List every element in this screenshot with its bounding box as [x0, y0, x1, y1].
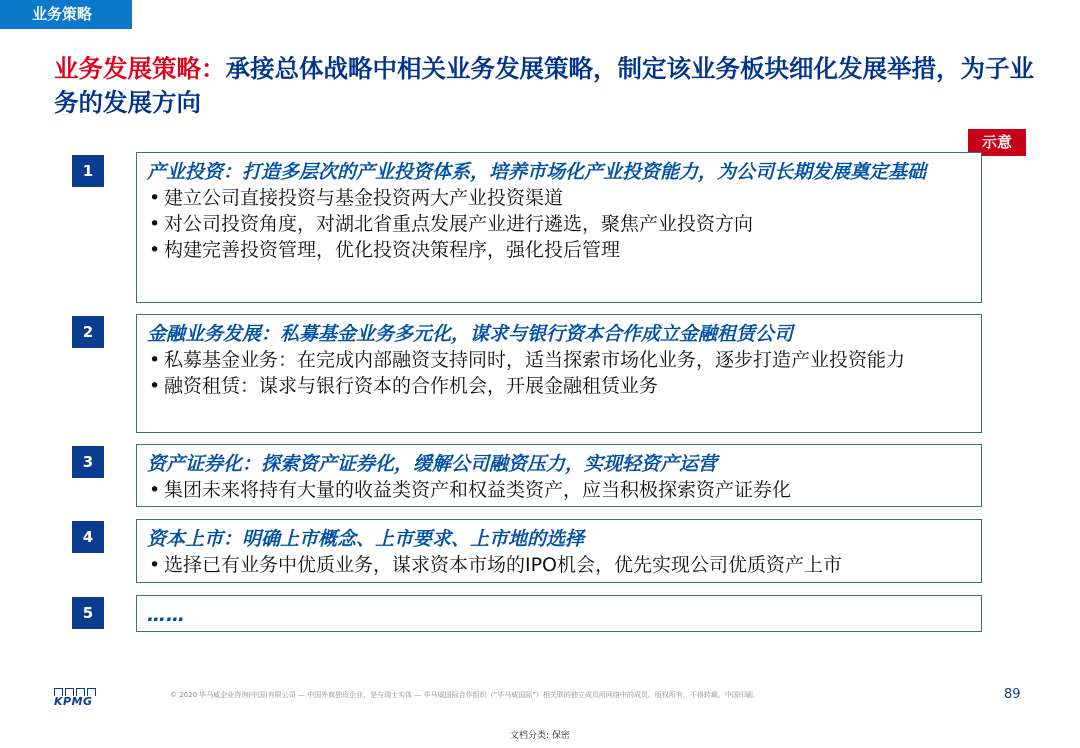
strategy-card-2 — [136, 314, 982, 433]
strategy-card-4 — [136, 519, 982, 583]
strategy-card-5 — [136, 595, 982, 632]
card-heading: 产业投资：打造多层次的产业投资体系，培养市场化产业投资能力，为公司长期发展奠定基础 — [147, 161, 927, 183]
bullet-list — [147, 477, 969, 503]
bullet-item: • 构建完善投资管理，优化投资决策程序，强化投后管理 — [147, 237, 969, 263]
item-number-4: 4 — [72, 521, 104, 553]
card-heading: …… — [147, 604, 185, 626]
section-tag: 业务策略 — [0, 0, 132, 29]
bullet-item: • 建立公司直接投资与基金投资两大产业投资渠道 — [147, 185, 969, 211]
title-rest: 承接总体战略中相关业务发展策略，制定该业务板块细化发展举措，为子业务的发展方向 — [54, 54, 1034, 117]
page-number: 89 — [1004, 687, 1021, 702]
card-heading: 资产证券化：探索资产证券化，缓解公司融资压力，实现轻资产运营 — [147, 453, 718, 475]
kpmg-logo — [54, 688, 100, 710]
strategy-card-1 — [136, 152, 982, 303]
bullet-item: • 对公司投资角度，对湖北省重点发展产业进行遴选，聚焦产业投资方向 — [147, 211, 969, 237]
strategy-card-3 — [136, 444, 982, 507]
document-classification: 文档分类: 保密 — [510, 731, 570, 741]
item-number-2: 2 — [72, 316, 104, 348]
illustrative-badge: 示意 — [968, 129, 1026, 156]
card-heading: 资本上市：明确上市概念、上市要求、上市地的选择 — [147, 528, 585, 550]
bullet-list — [147, 347, 969, 399]
page-title — [54, 52, 1044, 120]
logo-text: KPMG — [54, 695, 93, 708]
bullet-item: • 选择已有业务中优质业务，谋求资本市场的IPO机会，优先实现公司优质资产上市 — [147, 552, 969, 578]
bullet-item: • 融资租赁：谋求与银行资本的合作机会，开展金融租赁业务 — [147, 373, 969, 399]
card-heading: 金融业务发展：私募基金业务多元化，谋求与银行资本合作成立金融租赁公司 — [147, 323, 794, 345]
copyright-notice: © 2020 毕马威企业咨询(中国)有限公司 — 中国外商独资企业，是与瑞士实体 — 毕马威国际合作组织（“毕马威国际”）相关联的独立成员所网络中的成员。版权所有，不得转载。中国印刷。 — [170, 691, 760, 699]
bullet-item: • 集团未来将持有大量的收益类资产和权益类资产，应当积极探索资产证券化 — [147, 477, 969, 503]
item-number-5: 5 — [72, 597, 104, 629]
bullet-item: • 私募基金业务：在完成内部融资支持同时，适当探索市场化业务，逐步打造产业投资能力 — [147, 347, 969, 373]
item-number-3: 3 — [72, 446, 104, 478]
title-highlight: 业务发展策略： — [54, 54, 226, 83]
bullet-list — [147, 185, 969, 263]
item-number-1: 1 — [72, 155, 104, 187]
bullet-list — [147, 552, 969, 578]
